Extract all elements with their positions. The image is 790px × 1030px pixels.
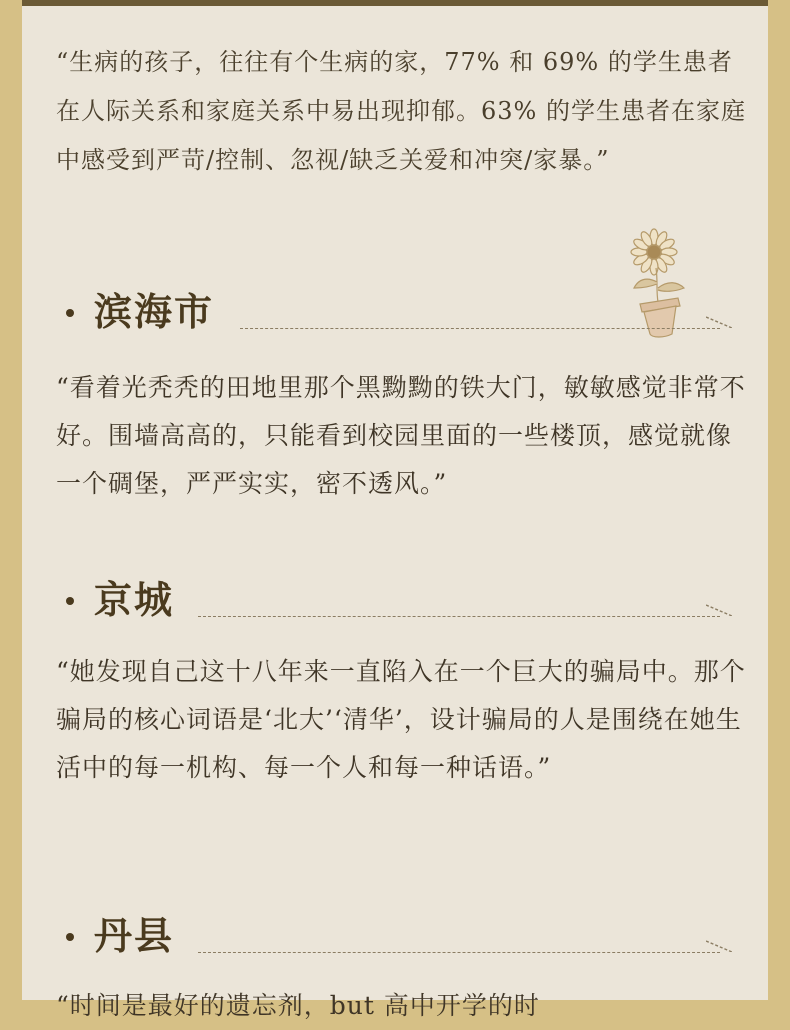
divider-arrow-tip — [706, 602, 732, 616]
bullet-dot-icon — [66, 597, 74, 605]
bullet-dot-icon — [66, 933, 74, 941]
section-quote: “看着光秃秃的田地里那个黑黝黝的铁大门，敏敏感觉非常不好。围墙高高的，只能看到校园里面的一些楼顶，感觉就像一个碉堡，严严实实，密不透风。” — [56, 373, 746, 498]
article-page — [22, 6, 768, 1020]
bullet-dot-icon — [66, 309, 74, 317]
section-quote: “她发现自己这十八年来一直陷入在一个巨大的骗局中。那个骗局的核心词语是‘北大’‘清华’，设计骗局的人是围绕在她生活中的每一机构、每一个人和每一种话语。” — [56, 657, 746, 782]
section-title: 京城 — [94, 578, 175, 622]
section-heading-binhai — [66, 282, 736, 342]
divider-arrow-tip — [706, 314, 732, 328]
divider-arrow-tip — [706, 938, 732, 952]
section-title: 滨海市 — [94, 290, 215, 334]
section-quote: “时间是最好的遗忘剂，but 高中开学的时 — [56, 991, 540, 1020]
dashed-divider — [198, 952, 720, 953]
dashed-divider — [240, 328, 720, 329]
section-heading-danxian — [66, 906, 736, 966]
dashed-divider — [198, 616, 720, 617]
section-title: 丹县 — [94, 914, 175, 958]
section-heading-jingcheng — [66, 570, 736, 630]
intro-quote: “生病的孩子，往往有个生病的家，77% 和 69% 的学生患者在人际关系和家庭关系中易出现抑郁。63% 的学生患者在家庭中感受到严苛/控制、忽视/缺乏关爱和冲突/家暴。” — [56, 48, 746, 174]
